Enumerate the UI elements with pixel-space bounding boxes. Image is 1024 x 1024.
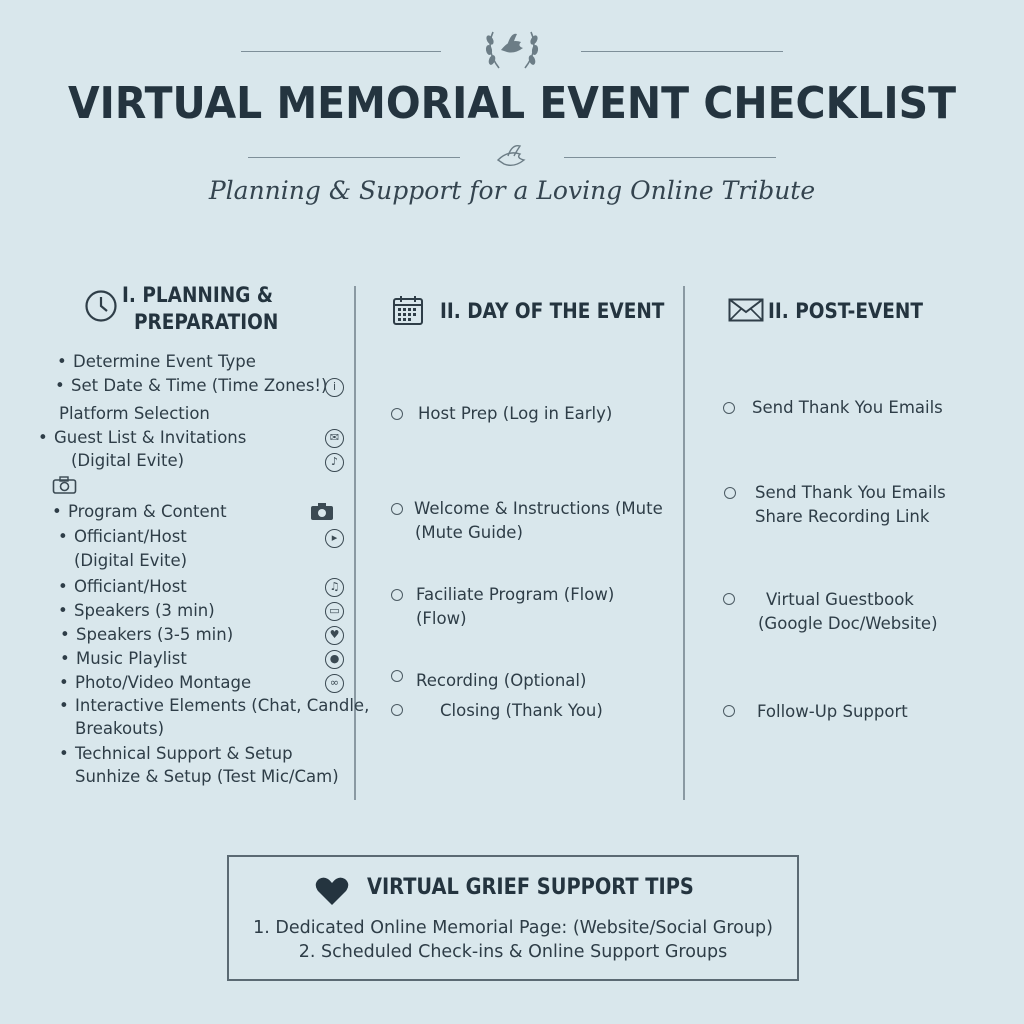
camera-filled-icon xyxy=(310,502,334,521)
planning-item: • Music Playlist xyxy=(76,648,187,670)
post-event-heading: II. POST-EVENT xyxy=(768,299,923,323)
post-event-item: Share Recording Link xyxy=(755,507,930,526)
checkbox-circle[interactable] xyxy=(723,705,735,717)
heart-icon xyxy=(315,876,349,906)
column-divider-2 xyxy=(683,286,685,800)
heart-small-icon: ♥ xyxy=(325,626,344,645)
camera-icon xyxy=(52,475,77,495)
video-icon: ▸ xyxy=(325,529,344,548)
planning-item: • Guest List & Invitations xyxy=(54,427,246,449)
planning-item: Sunhize & Setup (Test Mic/Cam) xyxy=(75,767,339,786)
checkbox-circle[interactable] xyxy=(391,503,403,515)
planning-item: • Officiant/Host xyxy=(74,526,187,548)
planning-item: • Speakers (3 min) xyxy=(74,600,215,622)
mail-icon: ✉ xyxy=(325,429,344,448)
checkbox-circle[interactable] xyxy=(723,402,735,414)
planning-item: • Officiant/Host xyxy=(74,576,187,598)
music-icon: ♫ xyxy=(325,578,344,597)
day-of-item: Faciliate Program (Flow) xyxy=(416,585,615,604)
post-event-item: Virtual Guestbook xyxy=(766,590,914,609)
mid-right-rule xyxy=(564,157,776,158)
checkbox-circle[interactable] xyxy=(391,408,403,420)
music-note-icon: ♪ xyxy=(325,453,344,472)
dove-wreath-icon xyxy=(477,20,547,76)
day-of-item: Host Prep (Log in Early) xyxy=(418,404,613,423)
checkbox-circle[interactable] xyxy=(391,704,403,716)
post-event-item: (Google Doc/Website) xyxy=(758,614,938,633)
planning-item: (Digital Evite) xyxy=(71,451,185,470)
post-event-item: Send Thank You Emails xyxy=(755,483,946,502)
top-left-rule xyxy=(241,51,441,52)
checkbox-circle[interactable] xyxy=(391,670,403,682)
microphone-icon: ● xyxy=(325,650,344,669)
planning-heading-line2: PREPARATION xyxy=(134,310,279,334)
planning-heading-line1: I. PLANNING & xyxy=(122,283,273,307)
planning-item: Platform Selection xyxy=(59,404,210,423)
dove-icon xyxy=(494,140,530,174)
top-right-rule xyxy=(581,51,783,52)
day-of-item: Recording (Optional) xyxy=(416,671,587,690)
clock-icon xyxy=(84,289,118,323)
info-icon: i xyxy=(325,378,344,397)
checkbox-circle[interactable] xyxy=(391,589,403,601)
page-title: VIRTUAL MEMORIAL EVENT CHECKLIST xyxy=(68,78,956,129)
envelope-icon xyxy=(728,298,764,322)
day-of-item: (Mute Guide) xyxy=(415,523,523,542)
post-event-item: Follow-Up Support xyxy=(757,702,908,721)
planning-item: • Speakers (3-5 min) xyxy=(76,624,233,646)
day-of-item: (Flow) xyxy=(416,609,467,628)
planning-item: • Interactive Elements (Chat, Candle, xyxy=(75,695,369,717)
checkbox-circle[interactable] xyxy=(723,593,735,605)
day-of-item: Welcome & Instructions (Mute xyxy=(414,499,663,518)
day-of-heading: II. DAY OF THE EVENT xyxy=(440,299,665,323)
tip-line: 2. Scheduled Check-ins & Online Support Groups xyxy=(298,942,728,962)
planning-item: • Determine Event Type xyxy=(73,351,256,373)
planning-item: (Digital Evite) xyxy=(74,551,188,570)
chat-icon: ▭ xyxy=(325,602,344,621)
tip-line: 1. Dedicated Online Memorial Page: (Website/Social Group) xyxy=(253,918,773,938)
planning-item: • Technical Support & Setup xyxy=(75,743,293,765)
planning-item: • Set Date & Time (Time Zones!) xyxy=(71,375,327,397)
day-of-item: Closing (Thank You) xyxy=(440,701,603,720)
mid-left-rule xyxy=(248,157,460,158)
page-subtitle: Planning & Support for a Loving Online Tribute xyxy=(208,176,816,205)
grief-support-tips-box xyxy=(227,855,799,981)
calendar-icon xyxy=(392,294,424,326)
checkbox-circle[interactable] xyxy=(724,487,736,499)
column-divider-1 xyxy=(354,286,356,800)
planning-item: Breakouts) xyxy=(75,719,165,738)
planning-item: • Program & Content xyxy=(68,501,227,523)
post-event-item: Send Thank You Emails xyxy=(752,398,943,417)
tips-title: VIRTUAL GRIEF SUPPORT TIPS xyxy=(367,875,694,900)
link-icon: ∞ xyxy=(325,674,344,693)
planning-item: • Photo/Video Montage xyxy=(75,672,251,694)
